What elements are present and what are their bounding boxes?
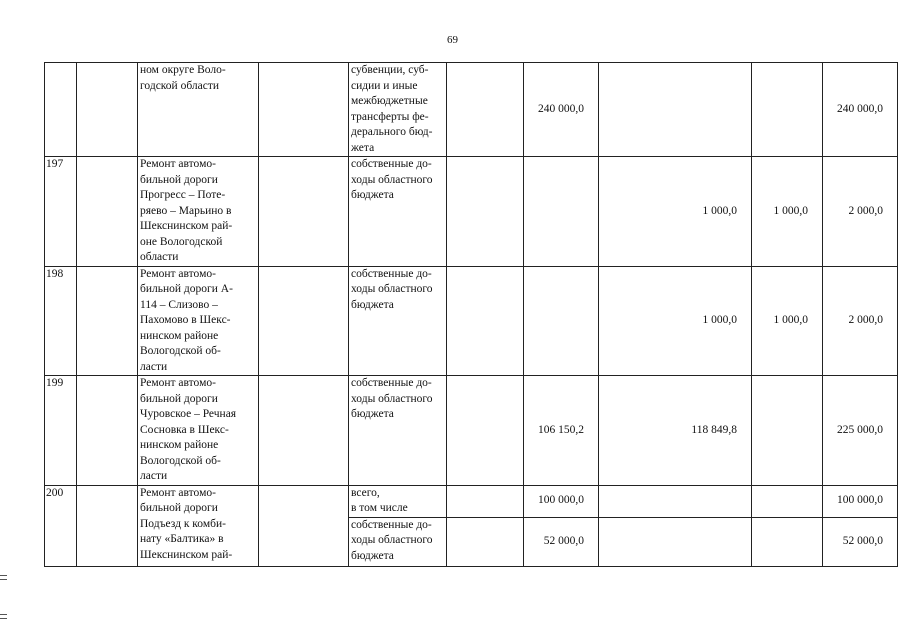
amount-col-3: 1 000,0 [752,157,823,267]
empty-cell [447,157,524,267]
table-row [45,266,898,376]
empty-cell [259,157,349,267]
table-row [45,157,898,267]
funding-source [349,485,447,517]
amount-total: 100 000,0 [823,485,898,517]
amount-col-1: 52 000,0 [524,517,599,566]
amount-col-2: 118 849,8 [599,376,752,486]
funding-source-text: всего, в том числе [351,486,408,514]
table-row [45,376,898,486]
amount-col-1: 100 000,0 [524,485,599,517]
amount-col-1: 106 150,2 [524,376,599,486]
funding-source [349,63,447,157]
empty-cell [259,266,349,376]
empty-cell [77,485,138,566]
amount-total: 225 000,0 [823,376,898,486]
amount-col-3 [752,376,823,486]
row-index: 198 [45,266,77,376]
empty-cell [599,485,752,517]
amount-col-3: 1 000,0 [752,266,823,376]
amount-total: 240 000,0 [823,63,898,157]
funding-source-text: собственные до- ходы областного бюджета [351,267,433,311]
amount-total: 2 000,0 [823,157,898,267]
funding-source-text: субвенции, суб- сидии и иные межбюджетные трансферты фе- дерального бюд- жета [351,64,433,154]
empty-cell [447,485,524,517]
page-number: 69 [447,34,458,46]
row-index [45,63,77,157]
amount-col-1 [524,266,599,376]
empty-cell [599,517,752,566]
row-index: 199 [45,376,77,486]
description-text: Ремонт автомо- бильной дороги А- 114 – Слизово – Пахомово в Шекс- нинском районе Вологодской об- ласти [140,267,233,373]
description-text: ном округе Воло- годской области [140,64,226,92]
funding-source [349,376,447,486]
empty-cell [77,157,138,267]
table-row [45,63,898,157]
project-description [138,63,259,157]
empty-cell [259,63,349,157]
empty-cell [77,376,138,486]
project-description [138,266,259,376]
budget-table [44,62,898,567]
empty-cell [77,63,138,157]
funding-source [349,157,447,267]
project-description [138,157,259,267]
binding-mark [0,614,7,619]
funding-source-text: собственные до- ходы областного бюджета [351,377,433,420]
description-text: Ремонт автомо- бильной дороги Подъезд к комби- нату «Балтика» в Шекснинском рай- [140,486,233,561]
empty-cell [259,485,349,566]
empty-cell [447,376,524,486]
amount-col-1: 240 000,0 [524,63,599,157]
table-row [45,485,898,517]
empty-cell [259,376,349,486]
amount-col-1 [524,157,599,267]
empty-cell [447,266,524,376]
funding-source-text: собственные до- ходы областного бюджета [351,518,433,562]
amount-col-2: 1 000,0 [599,157,752,267]
empty-cell [77,266,138,376]
funding-source [349,266,447,376]
project-description [138,485,259,566]
empty-cell [447,517,524,566]
amount-col-2 [599,63,752,157]
amount-col-2: 1 000,0 [599,266,752,376]
amount-col-3 [752,63,823,157]
amount-total: 52 000,0 [823,517,898,566]
binding-mark [0,575,7,580]
description-text: Ремонт автомо- бильной дороги Чуровское – Речная Сосновка в Шекс- нинском районе Вологодской об- ласти [140,377,237,482]
funding-source-text: собственные до- ходы областного бюджета [351,158,433,201]
amount-total: 2 000,0 [823,266,898,376]
project-description [138,376,259,486]
empty-cell [447,63,524,157]
row-index: 197 [45,157,77,267]
funding-source [349,517,447,566]
empty-cell [752,485,823,517]
description-text: Ремонт автомо- бильной дороги Прогресс – Поте- ряево – Марьино в Шекснинском рай- оне Вологодской области [140,158,233,263]
row-index: 200 [45,485,77,566]
empty-cell [752,517,823,566]
